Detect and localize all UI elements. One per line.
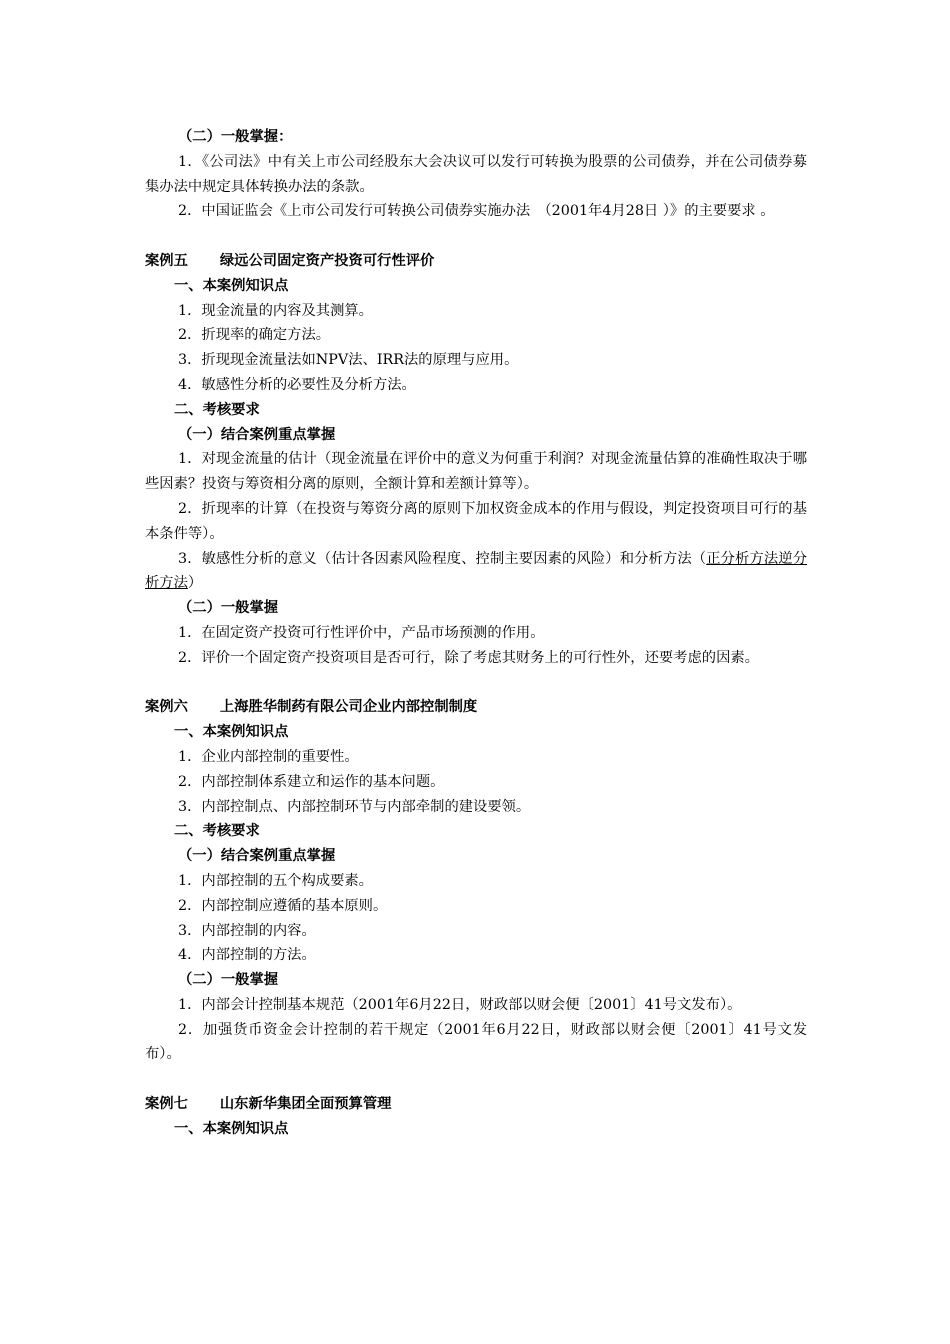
intro-item-1: 1．《公司法》中有关上市公司经股东大会决议可以发行可转换为股票的公司债券，并在公司债券募集办法中规定具体转换办法的条款。 [145,153,807,195]
case6-s2-item-3: 3．内部控制的内容。 [178,922,316,939]
case6-title: 上海胜华制药有限公司企业内部控制制度 [219,699,478,716]
case5-s1-item-3: 3．折现现金流量法如NPV法、IRR法的原理与应用。 [178,352,519,369]
document-page [145,125,807,1142]
case6-section1-heading: 一、本案例知识点 [174,724,289,741]
case5-s2-subheading-2: （二）一般掌握 [178,600,279,617]
intro-heading: （二）一般掌握： [178,129,293,145]
case6-title-row [145,695,807,720]
case5-s2-item-3-underlined: 正分析方法逆分析方法 [145,550,807,592]
case6-s2-item-2: 2．内部控制应遵循的基本原则。 [178,897,388,914]
case6-s1-item-2: 2．内部控制体系建立和运作的基本问题。 [178,773,445,790]
case5-s2-general-item-1: 1．在固定资产投资可行性评价中，产品市场预测的作用。 [178,624,545,641]
case6-s1-item-1: 1．企业内部控制的重要性。 [178,748,359,765]
case7-section1-heading: 一、本案例知识点 [174,1120,289,1137]
case5-s2-item-3-text: 3．敏感性分析的意义（估计各因素风险程度、控制主要因素的风险）和分析方法（ [178,550,707,567]
case6-section2-heading: 二、考核要求 [174,823,260,840]
case5-s2-item-2: 2．折现率的计算（在投资与筹资分离的原则下加权资金成本的作用与假设，判定投资项目可行的基本条件等）。 [145,500,807,542]
case6-s2-general-item-2: 2．加强货币资金会计控制的若干规定（2001年6月22日，财政部以财会便〔2001〕41号文发布）。 [145,1021,807,1063]
case7-title-row [145,1092,807,1117]
intro-item-2: 2．中国证监会《上市公司发行可转换公司债券实施办法 （2001年4月28日 ）》的主要要求 。 [178,203,775,220]
case5-title: 绿远公司固定资产投资可行性评价 [219,252,435,269]
case6-s2-item-1: 1．内部控制的五个构成要素。 [178,872,373,889]
case6-s2-subheading-1: （一）结合案例重点掌握 [178,848,336,865]
case7-number: 案例七 [145,1096,188,1113]
case7-title: 山东新华集团全面预算管理 [219,1096,392,1113]
case5-s2-item-3-end: ） [187,575,203,592]
case5-s2-general-item-2: 2．评价一个固定资产投资项目是否可行，除了考虑其财务上的可行性外，还要考虑的因素。 [178,649,759,666]
case6-number: 案例六 [145,699,188,716]
case6-s2-item-4: 4．内部控制的方法。 [178,947,316,964]
case6-s2-subheading-2: （二）一般掌握 [178,972,279,989]
case6-s1-item-3: 3．内部控制点、内部控制环节与内部牵制的建设要领。 [178,798,531,815]
case5-s2-item-3 [145,547,807,597]
case5-s1-item-4: 4．敏感性分析的必要性及分析方法。 [178,376,416,393]
case5-number: 案例五 [145,252,188,269]
case5-s1-item-2: 2．折现率的确定方法。 [178,327,331,344]
case5-s2-subheading-1: （一）结合案例重点掌握 [178,426,336,443]
case5-section2-heading: 二、考核要求 [174,401,260,418]
case6-s2-general-item-1: 1．内部会计控制基本规范（2001年6月22日，财政部以财会便〔2001〕41号文发布）。 [178,996,742,1013]
case5-s1-item-1: 1．现金流量的内容及其测算。 [178,302,373,319]
case5-title-row [145,249,807,274]
case5-s2-item-1: 1．对现金流量的估计（现金流量在评价中的意义为何重于利润？对现金流量估算的准确性取决于哪些因素？投资与筹资相分离的原则，全额计算和差额计算等）。 [145,451,807,493]
case5-section1-heading: 一、本案例知识点 [174,277,289,294]
